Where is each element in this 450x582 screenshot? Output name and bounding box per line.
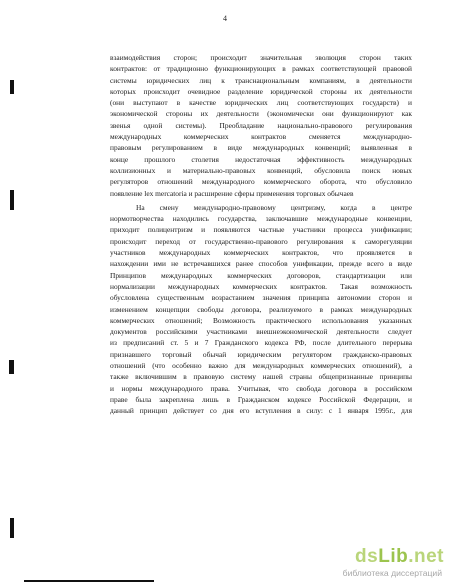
text-line: обусловлена существенным возрастанием значения принципа автономии сторон и [110,293,412,303]
text-line: происходит переход от государственно-правового регулирования к саморегуляции [110,236,412,246]
text-line: нормализации международных коммерческих контрактов. Такая возможность [110,281,412,291]
text-line: международных коммерческих контрактов сменяется международно- [110,132,412,142]
text-line: праве была закреплена лишь в Гражданском кодексе Российской Федерации, и [110,394,412,404]
text-line: также включившим в правовую систему нашей страны общепризнанные принципы [110,372,412,382]
logo-part-ds: ds [355,546,379,567]
text-line: правовым регулированием в виде международных конвенций; выявленная в [110,143,412,153]
text-line: приходит полицентризм и появляются частные участники процесса унификации; [110,225,412,235]
text-line: признавшего торговый обычай юридическим регулятором гражданско-правовых [110,349,412,359]
scan-mark [9,360,14,374]
dslib-logo [355,546,444,568]
paragraph-first-line: На смену международно-правовому центризму, когда в центре [136,202,412,212]
scan-mark [10,518,14,538]
text-line: нахождении ими не встречавшихся ранее способов унификации, прежде всего в виде [110,259,412,269]
text-line: системы юридических лиц к транснациональным компаниям, в деятельности [110,75,412,85]
text-line: нормотворчества находились государства, заключавшие международные конвенции, [110,214,412,224]
scan-mark [10,190,14,210]
text-line: звенья одной системы). Преобладание национально-правового регулирования [110,120,412,130]
text-line: Принципов международных коммерческих договоров, стандартизации или [110,270,412,280]
text-line: которых происходит очевидное разделение юридической стороны их деятельности [110,86,412,96]
scan-mark [10,80,14,94]
body-text [110,52,412,417]
text-line: участников международных коммерческих контрактов, что проявляется в [110,248,412,258]
text-line: (они выступают в качестве юридических лиц соответствующих государств) и [110,98,412,108]
text-line: документов российскими участниками внешнеэкономической деятельности следует [110,327,412,337]
text-line: взаимодействия сторон; происходит значительная эволюция сторон таких [110,53,412,62]
text-line: отношений (что особенно важно для международных коммерческих отношений), а [110,361,412,371]
text-line: коммерческих отношений; Возможность практического использования указанных [110,315,412,325]
text-line: контрактов: от традиционно функционирующих в рамках соответствующей правовой [110,64,412,74]
text-line: и нормы международного права. Учитывая, что свобода договора в российском [110,383,412,393]
text-line: из предписаний ст. 5 и 7 Гражданского кодекса РФ, после длительного перерыва [110,338,412,348]
text-line: данный принцип действует со дня его вступления в силу: с 1 января 1995г., для [110,406,412,416]
text-line: коллизионных и материально-правовых конвенций, обусловила поиск новых [110,165,412,175]
dslib-watermark[interactable] [304,546,444,580]
text-line: появление lex mercatoria и расширение сферы применения торговых обычаев [110,188,354,198]
text-line: регуляторов отношений международного коммерческого оборота, что обусловило [110,177,412,187]
text-line: изменением концепции свободы договора, реализуемого в рамках международных [110,304,412,314]
text-line: конце прошлого столетия недостаточная эффективность международных [110,154,412,164]
logo-part-lib: Lib [378,546,409,567]
logo-part-net: .net [408,546,444,567]
page-number: 4 [223,14,227,23]
text-line: экономической стороны их деятельности (экономически они функционируют как [110,109,412,119]
watermark-subtitle: библиотека диссертаций [342,568,442,578]
